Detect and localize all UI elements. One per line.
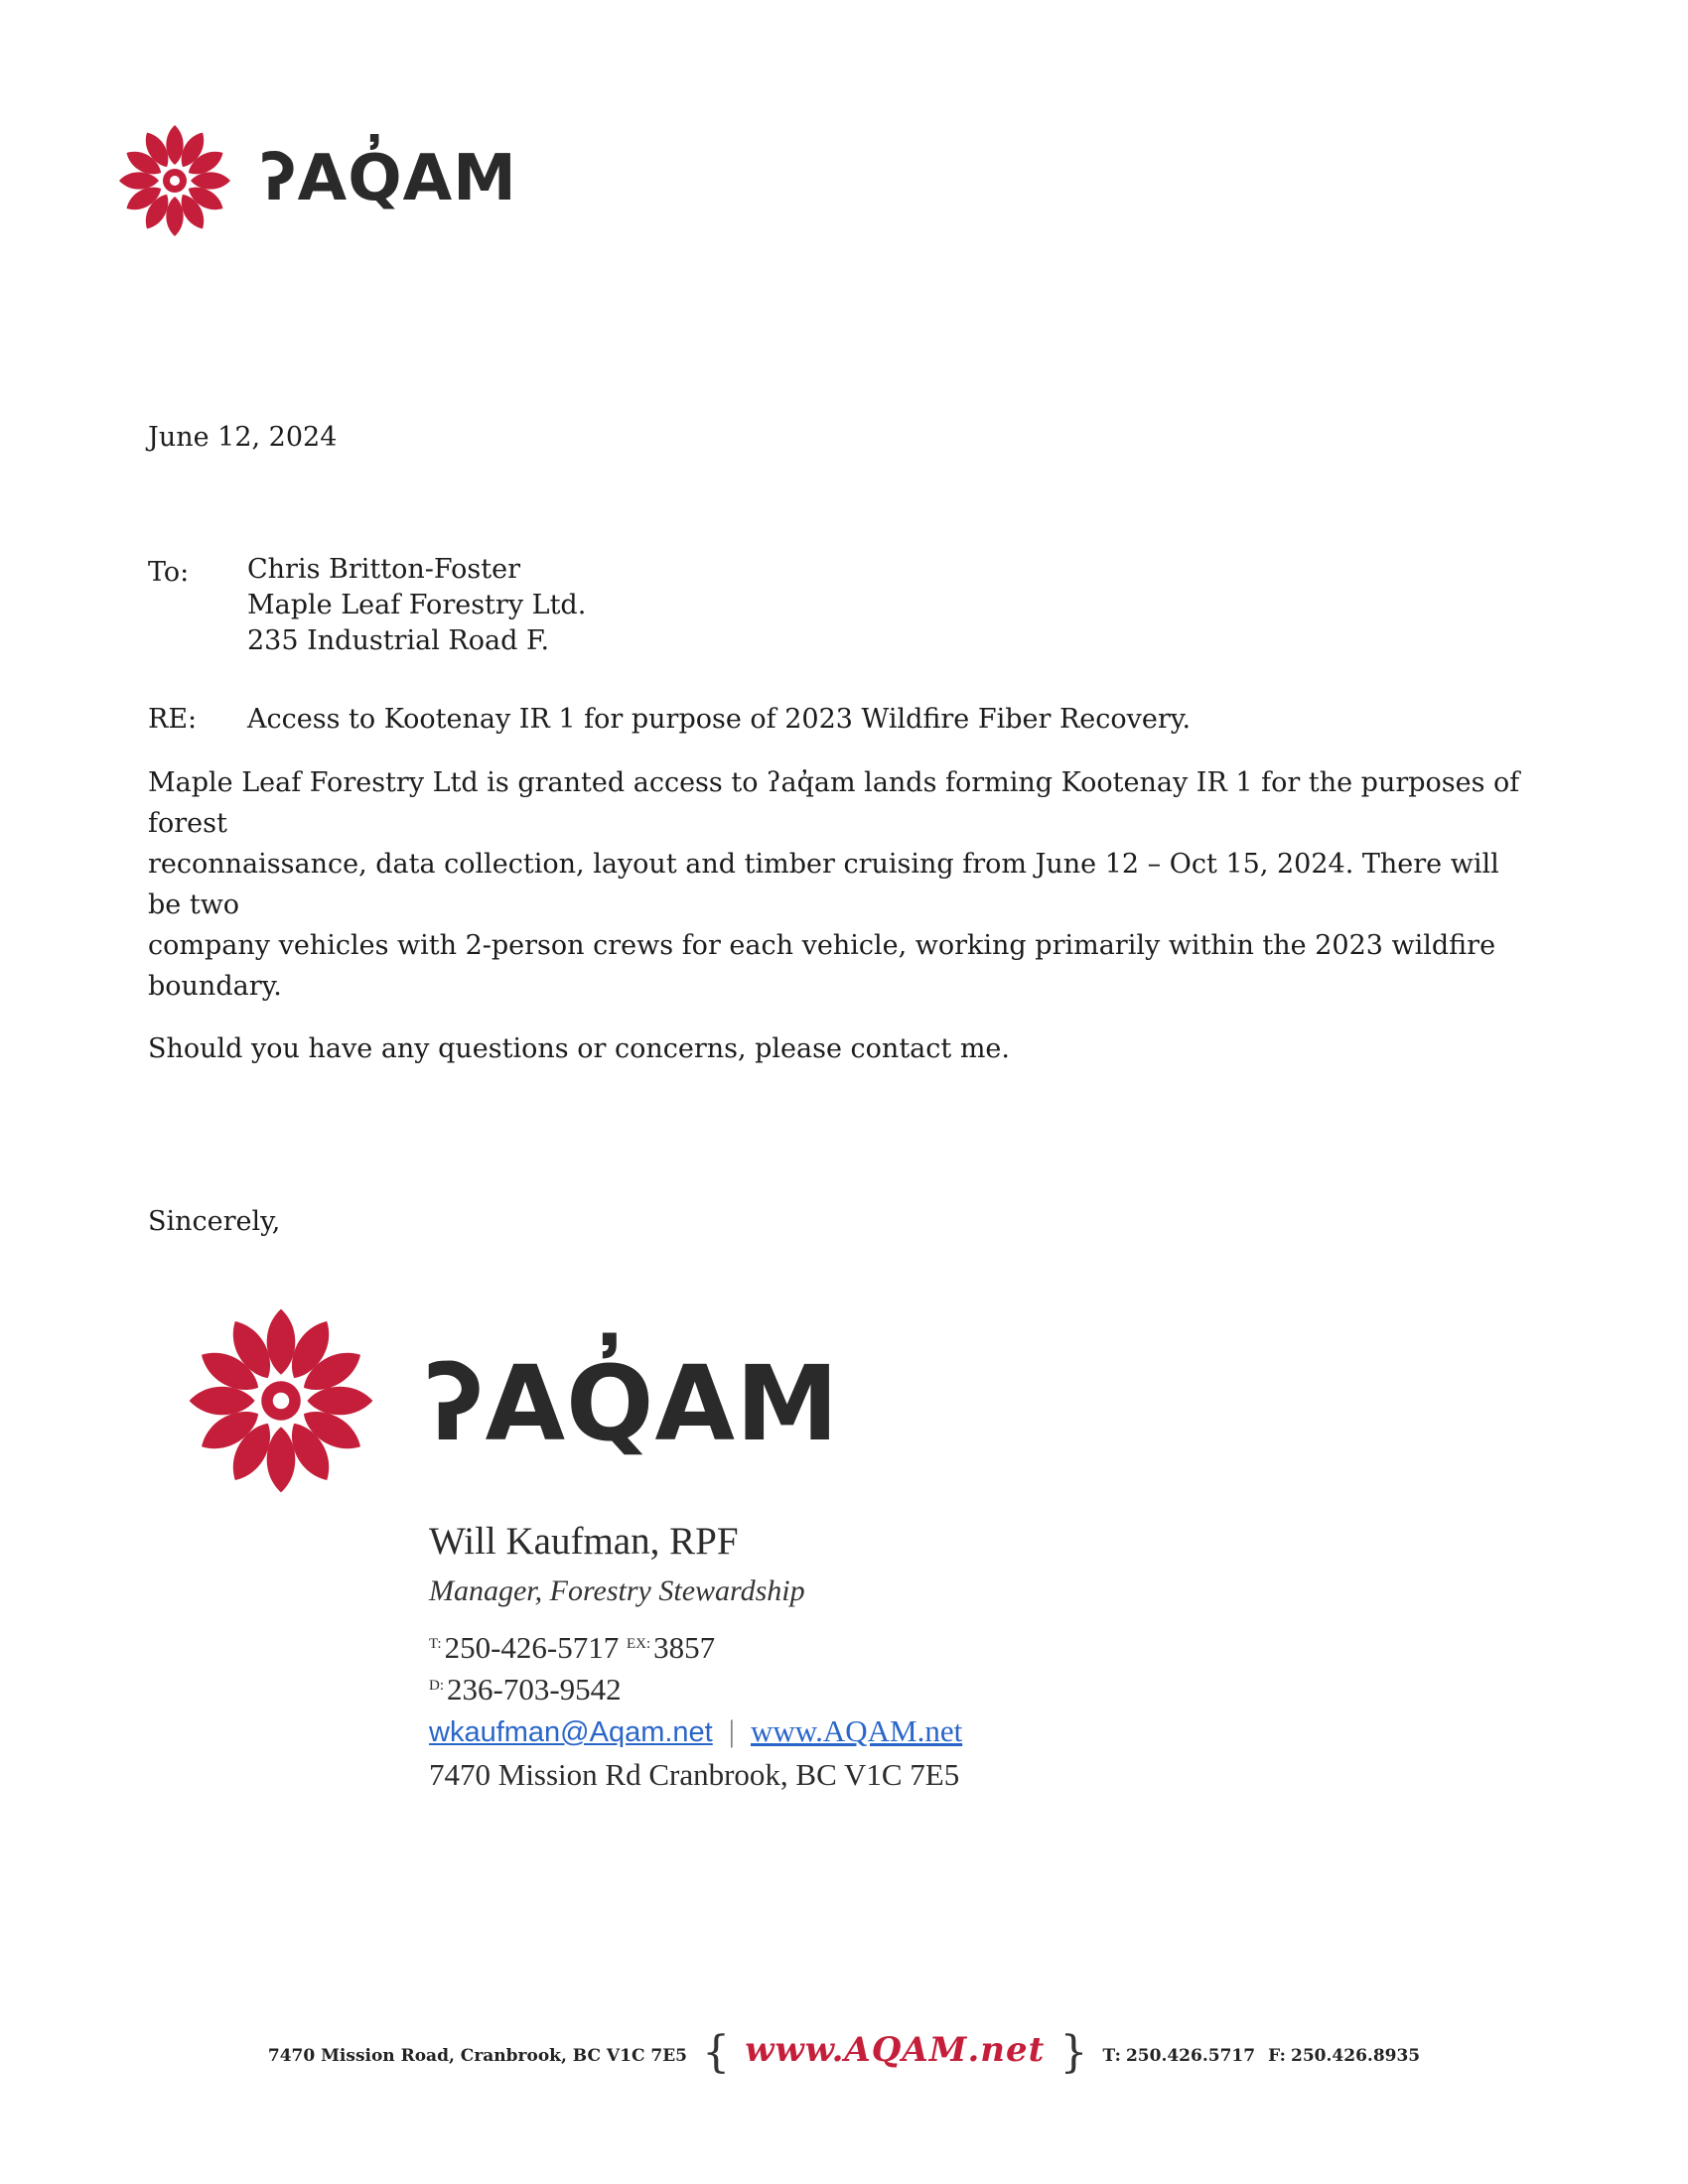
signature-wordmark: ʔAQ̓AM — [425, 1343, 840, 1464]
logo-petal — [191, 172, 230, 189]
flower-logo-icon — [183, 1302, 379, 1499]
footer-fax: 250.426.8935 — [1291, 2046, 1421, 2066]
footer-brace-close: } — [1059, 2027, 1088, 2078]
footer-fax-label: F: — [1268, 2046, 1286, 2066]
sign-off: Sincerely, — [148, 1206, 281, 1237]
closing-question: Should you have any questions or concerns, please contact me. — [148, 1033, 1010, 1064]
recipient-name: Chris Britton-Foster — [247, 554, 520, 585]
letter-date: June 12, 2024 — [148, 422, 338, 453]
logo-petal — [307, 1387, 372, 1416]
page-footer — [0, 2027, 1688, 2078]
footer-phone-label: T: — [1102, 2046, 1121, 2066]
header-wordmark: ʔAQ̓AM — [260, 142, 517, 215]
recipient-company: Maple Leaf Forestry Ltd. — [247, 590, 587, 620]
body-line: company vehicles with 2-person crews for each vehicle, working primarily within the 2023 wildfire — [148, 930, 1496, 961]
body-line: Maple Leaf Forestry Ltd is granted access to ʔaq̓am lands forming Kootenay IR 1 for the purposes of forest — [148, 767, 1520, 839]
phone-number: 250-426-5717 — [444, 1630, 620, 1665]
recipient-block — [247, 552, 586, 659]
flower-logo-icon — [115, 121, 234, 240]
body-line: boundary. — [148, 971, 282, 1002]
to-label: To: — [148, 557, 190, 588]
recipient-address: 235 Industrial Road F. — [247, 625, 550, 656]
body-line: reconnaissance, data collection, layout and timber cruising from June 12 – Oct 15, 2024. There will be two — [148, 849, 1499, 920]
re-label: RE: — [148, 704, 198, 735]
direct-line — [429, 1672, 622, 1707]
logo-petal — [166, 197, 183, 236]
body-paragraph — [148, 762, 1538, 1007]
email-link[interactable]: wkaufman@Aqam.net — [429, 1716, 713, 1748]
logo-petal — [267, 1427, 296, 1492]
re-subject: Access to Kootenay IR 1 for purpose of 2023 Wildfire Fiber Recovery. — [247, 704, 1192, 735]
contact-links — [429, 1713, 962, 1749]
footer-address: 7470 Mission Road, Cranbrook, BC V1C 7E5 — [267, 2046, 688, 2066]
direct-prefix: D: — [429, 1678, 444, 1694]
footer-phone: 250.426.5717 — [1125, 2046, 1256, 2066]
logo-petal — [190, 1387, 255, 1416]
logo-petal — [166, 125, 183, 165]
signer-address: 7470 Mission Rd Cranbrook, BC V1C 7E5 — [429, 1757, 960, 1792]
ext-prefix: EX: — [627, 1636, 651, 1652]
signer-title: Manager, Forestry Stewardship — [429, 1574, 805, 1607]
phone-prefix: T: — [429, 1636, 442, 1652]
direct-number: 236-703-9542 — [447, 1672, 622, 1706]
signer-name: Will Kaufman, RPF — [429, 1520, 739, 1563]
footer-website[interactable]: www.AQAM.net — [745, 2030, 1046, 2070]
ext-number: 3857 — [653, 1630, 716, 1665]
website-link[interactable]: www.AQAM.net — [750, 1713, 963, 1748]
logo-petal — [119, 172, 159, 189]
link-separator: | — [728, 1713, 735, 1748]
footer-brace-open: { — [702, 2027, 731, 2078]
logo-petal — [267, 1309, 296, 1375]
phone-line — [429, 1630, 715, 1666]
